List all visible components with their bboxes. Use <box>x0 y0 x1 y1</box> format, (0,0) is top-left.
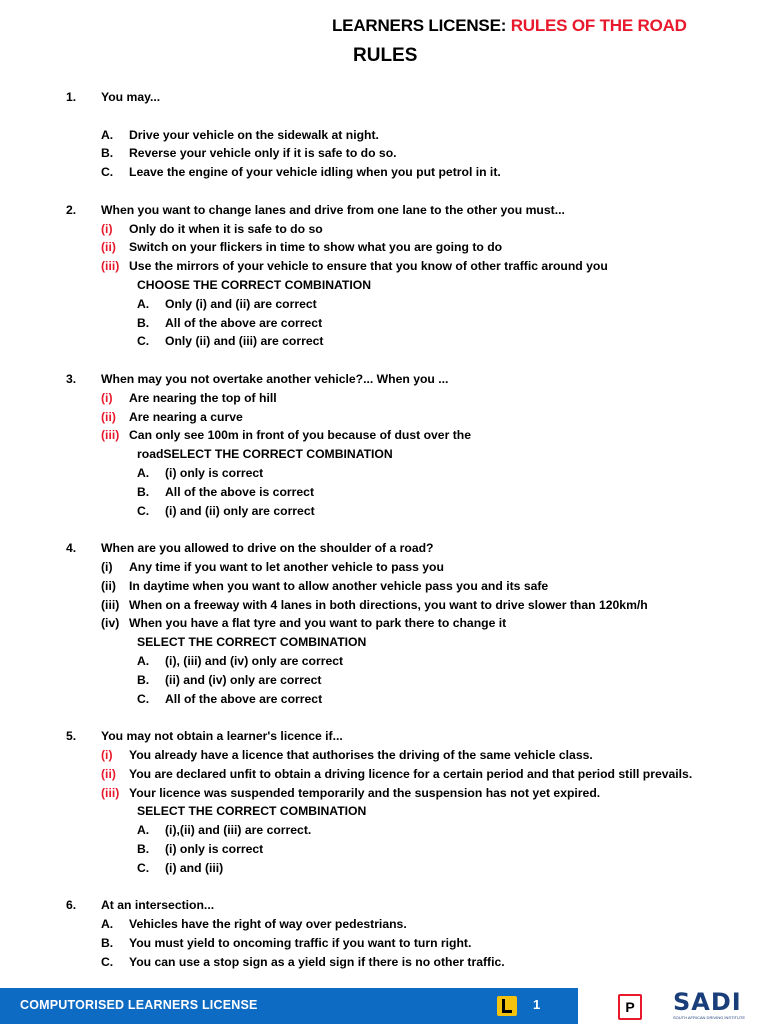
answer-label: B. <box>137 842 150 856</box>
answer-label: C. <box>101 165 114 180</box>
learner-plate-icon <box>497 996 517 1016</box>
statement-label: (iii) <box>101 428 120 443</box>
statement-label: (iv) <box>101 616 120 631</box>
answer-label: A. <box>137 466 150 480</box>
answer-text: (i), (iii) and (iv) only are correct <box>165 654 344 668</box>
statement-label: (ii) <box>101 409 116 424</box>
statement-text: Your licence was suspended temporarily and the suspension has not yet expired. <box>129 785 601 800</box>
combination-instruction: SELECT THE CORRECT COMBINATION <box>137 635 367 650</box>
probation-plate-icon: P <box>618 994 642 1020</box>
answer-label: C. <box>137 334 150 349</box>
sadi-logo <box>673 988 745 1020</box>
statement-text: Any time if you want to let another vehicle to pass you <box>129 560 444 574</box>
footer-label: COMPUTORISED LEARNERS LICENSE <box>20 998 258 1012</box>
answer-text: All of the above are correct <box>165 691 323 706</box>
answer-label: C. <box>137 691 150 706</box>
document-title <box>332 16 687 36</box>
answer-label: B. <box>101 146 114 161</box>
title-prefix: LEARNERS LICENSE: <box>332 16 511 35</box>
answer-label: B. <box>137 484 150 499</box>
answer-label: C. <box>101 954 114 969</box>
title-highlight: RULES OF THE ROAD <box>510 16 687 35</box>
statement-text: You already have a licence that authorises the driving of the same vehicle class. <box>129 748 593 762</box>
answer-label: B. <box>101 936 114 950</box>
statement-label: (iii) <box>101 785 120 800</box>
statement-label: (ii) <box>101 240 116 255</box>
answer-text: Leave the engine of your vehicle idling when you put petrol in it. <box>129 165 501 180</box>
answer-text: (i) only is correct <box>165 466 264 480</box>
answer-label: A. <box>137 296 150 311</box>
answer-label: C. <box>137 503 150 518</box>
answer-text: (i),(ii) and (iii) are correct. <box>165 823 312 838</box>
answer-text: (i) and (ii) only are correct <box>165 503 315 518</box>
statement-text: You are declared unfit to obtain a driving licence for a certain period and that period still prevails. <box>129 766 693 781</box>
answer-text: Reverse your vehicle only if it is safe to do so. <box>129 146 397 161</box>
statement-label: (ii) <box>101 766 116 781</box>
statement-label: (iii) <box>101 597 120 612</box>
answer-label: A. <box>101 127 114 142</box>
statement-text: Only do it when it is safe to do so <box>129 221 323 236</box>
statement-label: (iii) <box>101 259 120 274</box>
answer-text: All of the above are correct <box>165 315 323 330</box>
logo-subtext: SOUTH AFRICAN DRIVING INSTITUTE <box>673 1015 746 1020</box>
answer-text: Only (i) and (ii) are correct <box>165 296 317 311</box>
answer-label: A. <box>101 917 114 932</box>
statement-text: Switch on your flickers in time to show what you are going to do <box>129 240 503 255</box>
question-number: 1. <box>66 90 77 104</box>
question-prompt: At an intersection... <box>101 898 215 913</box>
footer-bar <box>0 988 578 1024</box>
logo-text: SADI <box>673 988 742 1016</box>
question-prompt: You may... <box>101 90 161 104</box>
answer-label: A. <box>137 654 150 668</box>
question-number: 6. <box>66 898 77 913</box>
statement-label: (i) <box>101 748 113 762</box>
answer-text: You must yield to oncoming traffic if you want to turn right. <box>129 936 472 950</box>
answer-text: All of the above is correct <box>165 484 314 499</box>
answer-text: Vehicles have the right of way over pedestrians. <box>129 917 407 932</box>
combination-instruction: CHOOSE THE CORRECT COMBINATION <box>137 278 372 292</box>
answer-text: (i) only is correct <box>165 842 264 856</box>
question-prompt: When are you allowed to drive on the shoulder of a road? <box>101 541 434 556</box>
answer-text: You can use a stop sign as a yield sign if there is no other traffic. <box>129 954 505 969</box>
statement-text: Are nearing the top of hill <box>129 390 277 405</box>
statement-text: Are nearing a curve <box>129 409 243 424</box>
statement-text: When you have a flat tyre and you want to park there to change it <box>129 616 507 631</box>
combination-instruction: SELECT THE CORRECT COMBINATION <box>137 804 367 819</box>
statement-label: (ii) <box>101 578 116 593</box>
answer-text: (i) and (iii) <box>165 860 224 875</box>
statement-text: Use the mirrors of your vehicle to ensure that you know of other traffic around you <box>129 259 608 274</box>
question-number: 5. <box>66 729 77 744</box>
answer-label: B. <box>137 672 150 687</box>
answer-label: B. <box>137 315 150 330</box>
question-number: 4. <box>66 541 77 556</box>
question-prompt: When you want to change lanes and drive from one lane to the other you must... <box>101 202 565 217</box>
combination-instruction: roadSELECT THE CORRECT COMBINATION <box>137 447 393 462</box>
question-prompt: You may not obtain a learner's licence if... <box>101 729 343 744</box>
statement-label: (i) <box>101 560 113 574</box>
answer-label: C. <box>137 860 150 875</box>
question-number: 2. <box>66 202 77 217</box>
answer-label: A. <box>137 823 150 838</box>
answer-text: Only (ii) and (iii) are correct <box>165 334 324 349</box>
statement-label: (i) <box>101 221 113 236</box>
question-number: 3. <box>66 372 77 386</box>
question-prompt: When may you not overtake another vehicle?... When you ... <box>101 372 449 386</box>
page-number: 1 <box>533 997 541 1012</box>
statement-text: Can only see 100m in front of you because of dust over the <box>129 428 471 443</box>
section-heading: RULES <box>353 45 418 66</box>
statement-label: (i) <box>101 390 113 405</box>
statement-text: In daytime when you want to allow another vehicle pass you and its safe <box>129 578 549 593</box>
statement-text: When on a freeway with 4 lanes in both directions, you want to drive slower than 120km/h <box>129 597 648 612</box>
answer-text: (ii) and (iv) only are correct <box>165 672 322 687</box>
answer-text: Drive your vehicle on the sidewalk at night. <box>129 127 379 142</box>
